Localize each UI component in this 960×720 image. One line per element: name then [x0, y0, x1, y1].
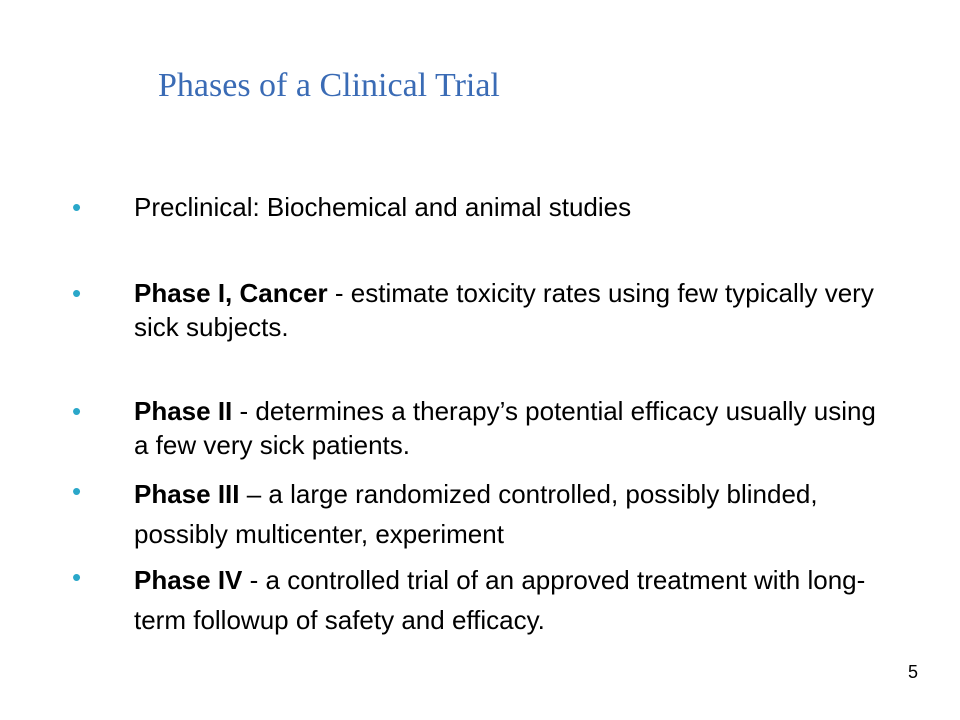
bullet-text [134, 474, 894, 554]
bullet-bold-text: Phase I, Cancer [134, 278, 328, 308]
bullet-dot-icon: • [72, 562, 82, 592]
bullet-body-text: - a controlled trial of an approved treatment with long-term followup of safety and efficacy. [134, 565, 866, 635]
bullet-dot-icon: • [72, 192, 82, 222]
bullet-dot-icon: • [72, 476, 82, 506]
bullet-bold-text: Phase IV [134, 565, 243, 595]
bullet-body-text: - estimate toxicity rates using few typically very sick subjects. [134, 278, 874, 342]
bullet-bold-text: Phase II [134, 396, 233, 426]
bullet-body-text: - determines a therapy’s potential efficacy usually using a few very sick patients. [134, 396, 876, 460]
page-number: 5 [907, 662, 918, 682]
bullet-text [134, 276, 894, 344]
bullet-text [134, 560, 894, 640]
bullet-body-text: Preclinical: Biochemical and animal studies [134, 192, 632, 222]
bullet-text [134, 190, 894, 224]
bullet-dot-icon: • [72, 278, 82, 308]
bullet-body-text: – a large randomized controlled, possibly blinded, possibly multicenter, experiment [134, 479, 818, 549]
bullet-bold-text: Phase III [134, 479, 240, 509]
slide-title: Phases of a Clinical Trial [158, 67, 500, 104]
bullet-text [134, 394, 894, 462]
bullet-dot-icon: • [72, 396, 82, 426]
